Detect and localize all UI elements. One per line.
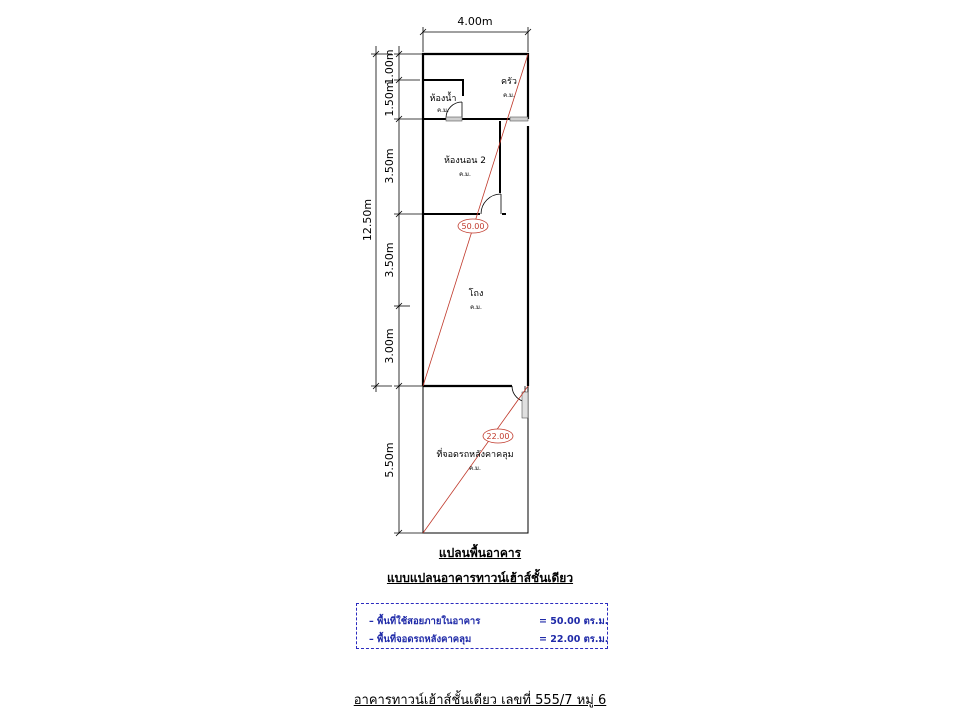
area-parking-label: – พื้นที่จอดรถหลังคาคลุม bbox=[369, 634, 472, 645]
interior-area-label: 50.00 bbox=[461, 222, 485, 231]
room-bedroom-code: ค.ม. bbox=[459, 171, 471, 178]
footer-building-title: อาคารทาวน์เฮ้าส์ชั้นเดียว เลขที่ 555/7 หมู่ 6 bbox=[353, 693, 607, 708]
window-kitchen bbox=[510, 117, 528, 121]
top-dimension-label: 4.00m bbox=[457, 15, 493, 28]
parking-area-label: 22.00 bbox=[486, 432, 510, 441]
plan-subtitle: แบบแปลนอาคารทาวน์เฮ้าส์ชั้นเดียว bbox=[386, 571, 574, 585]
room-hall-code: ค.ม. bbox=[470, 304, 482, 311]
dimension-segment-6: 5.50m bbox=[383, 442, 396, 478]
plan-title: แปลนพื้นอาคาร bbox=[438, 546, 522, 560]
room-hall-label: โถง bbox=[468, 289, 484, 299]
room-bathroom-code: ค.ม. bbox=[437, 107, 449, 114]
room-parking-code: ค.ม. bbox=[469, 465, 481, 472]
dimension-segment-2: 1.50m bbox=[383, 81, 396, 117]
left-dimension-lines bbox=[371, 46, 424, 536]
window-bathroom bbox=[446, 117, 462, 121]
window-front bbox=[522, 392, 528, 418]
dimension-segment-1: 1.00m bbox=[383, 49, 396, 85]
room-kitchen-label: ครัว bbox=[501, 77, 517, 87]
area-interior-value: = 50.00 ตร.ม. bbox=[539, 616, 609, 627]
room-bathroom-label: ห้องน้ำ bbox=[429, 94, 457, 104]
dimension-total-depth: 12.50m bbox=[361, 198, 374, 242]
room-parking-label: ที่จอดรถหลังคาคลุม bbox=[436, 450, 514, 460]
top-dimension bbox=[420, 27, 531, 52]
room-bedroom-label: ห้องนอน 2 bbox=[443, 156, 487, 166]
dimension-segment-4: 3.50m bbox=[383, 242, 396, 278]
area-parking-value: = 22.00 ตร.ม. bbox=[539, 634, 609, 645]
area-summary-box bbox=[356, 603, 608, 649]
room-kitchen-code: ค.ม. bbox=[503, 92, 515, 99]
dimension-segment-3: 3.50m bbox=[383, 148, 396, 184]
dimension-segment-5: 3.00m bbox=[383, 328, 396, 364]
area-interior-label: – พื้นที่ใช้สอยภายในอาคาร bbox=[369, 616, 481, 627]
